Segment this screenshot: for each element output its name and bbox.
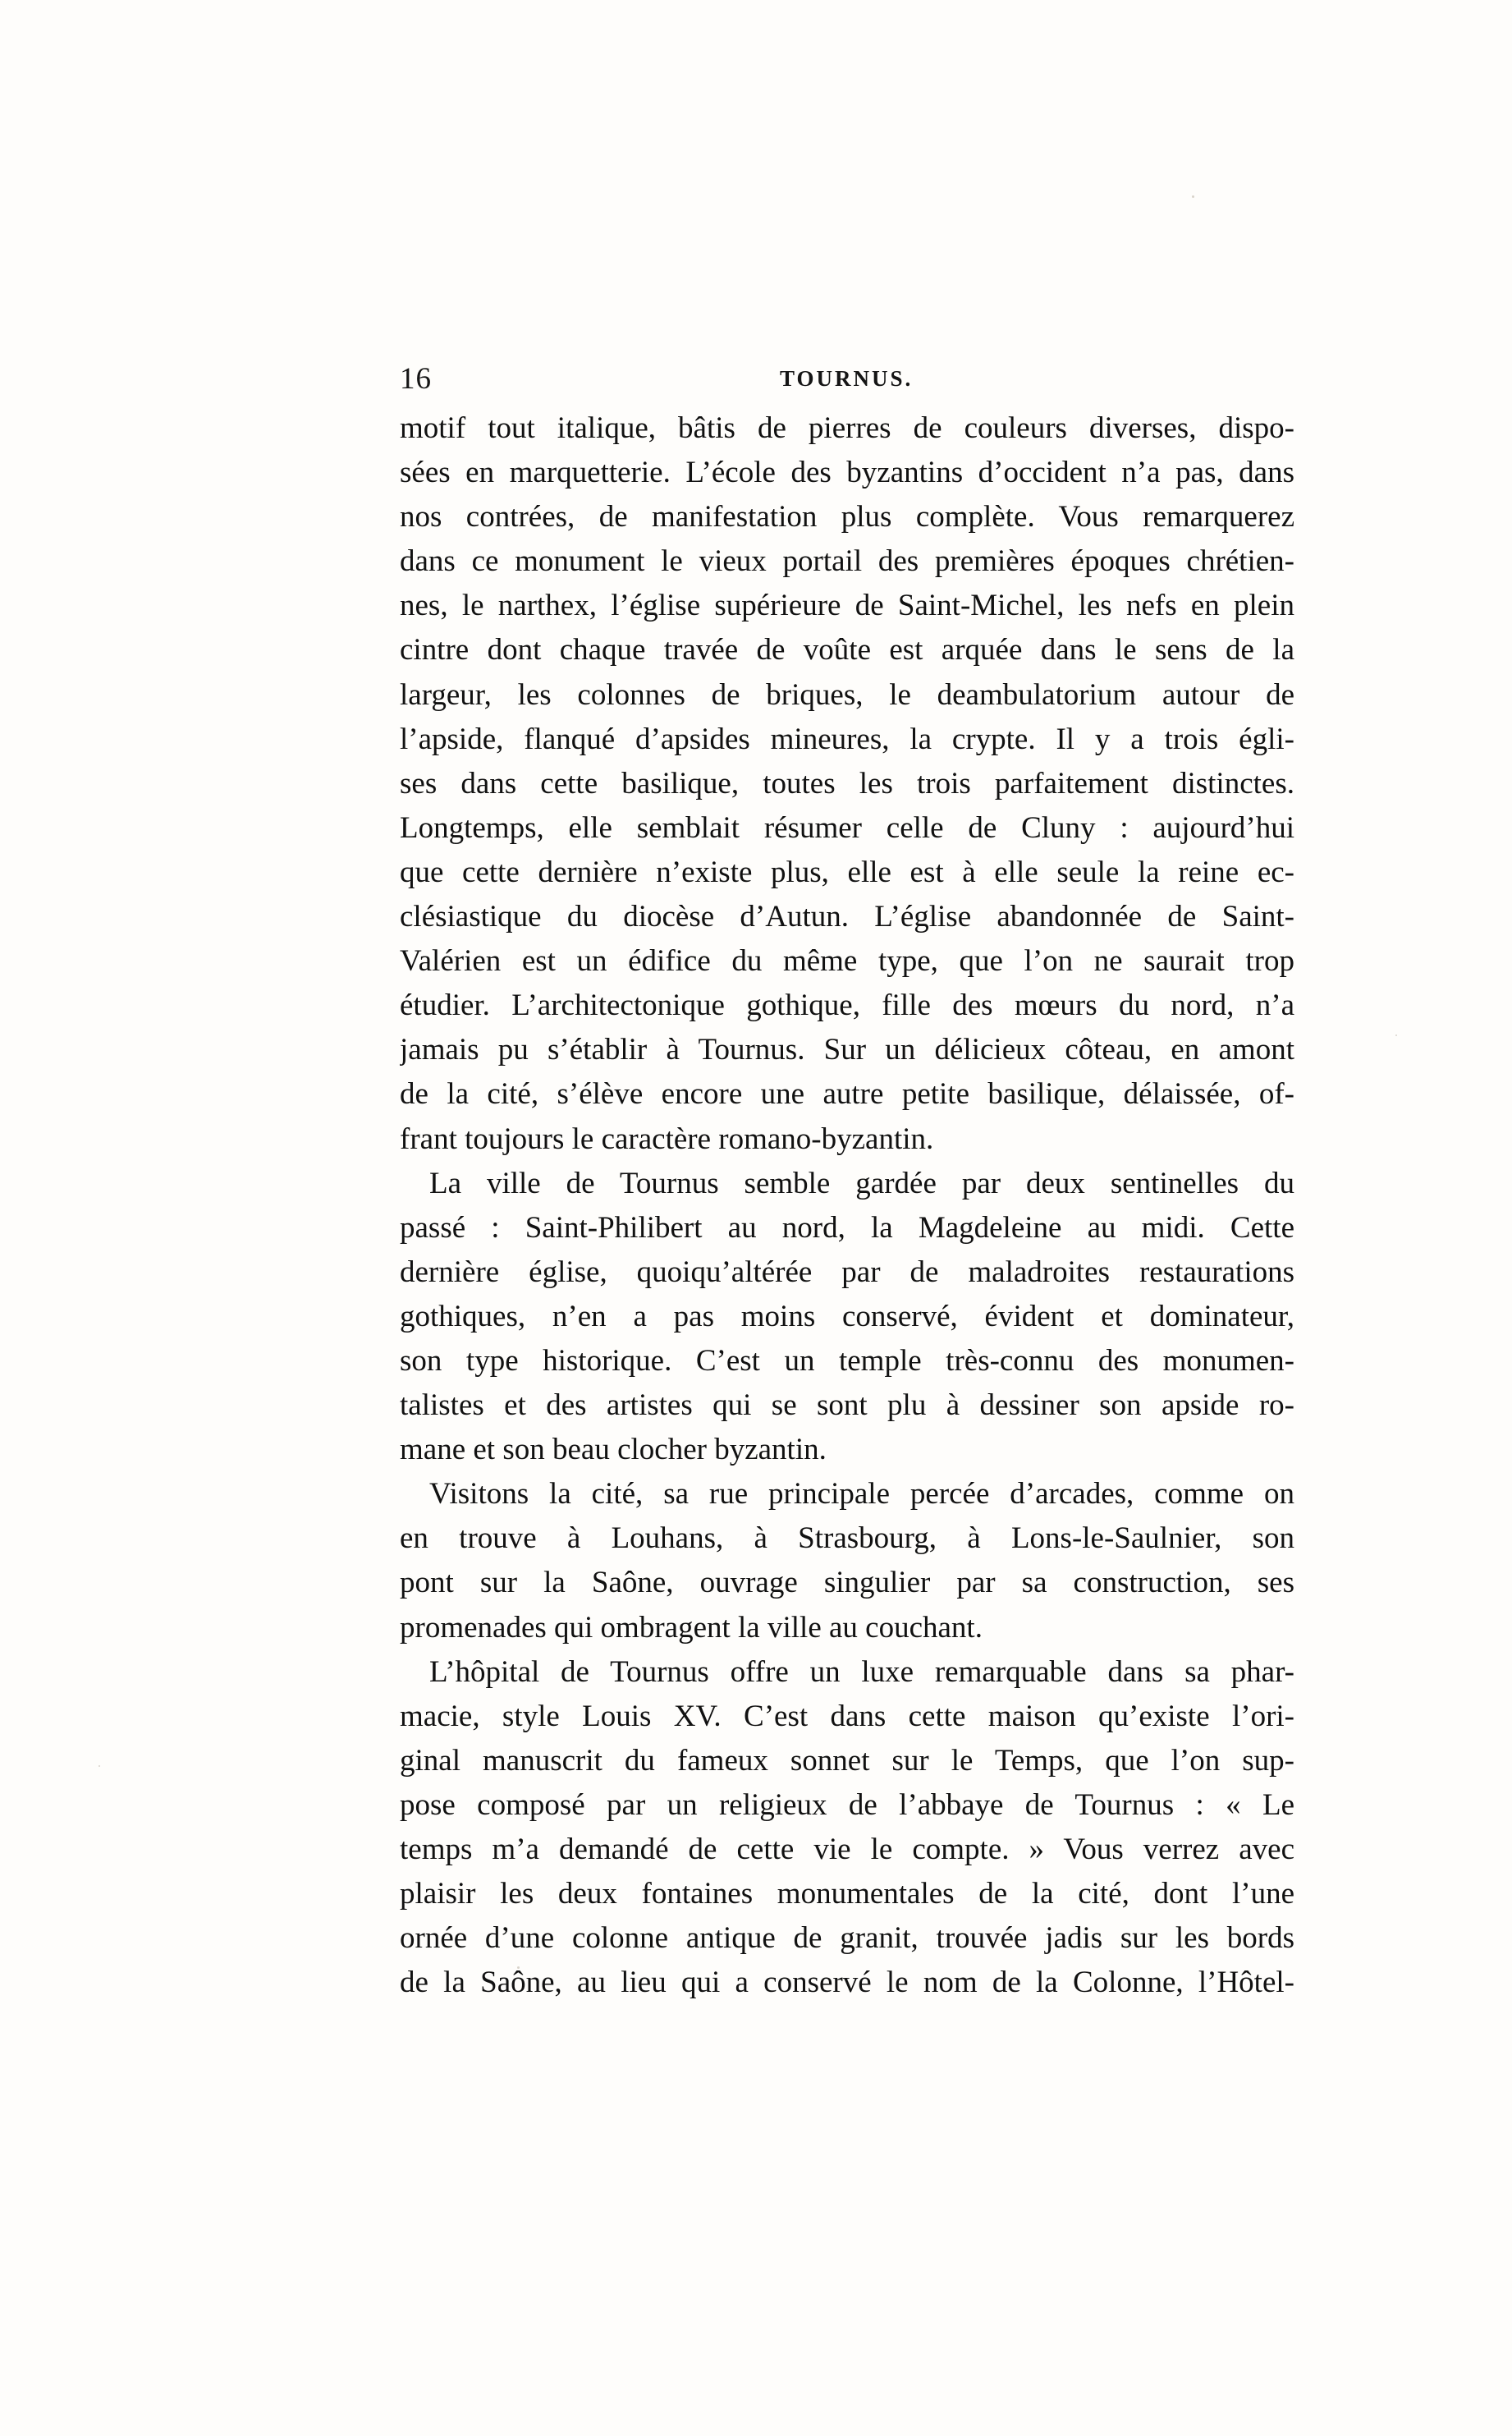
text-line: clésiastique du diocèse d’Autun. L’église abandonnée de Saint- — [400, 900, 1294, 934]
text-line: gothiques, n’en a pas moins conservé, évident et dominateur, — [400, 1299, 1294, 1333]
text-line: l’apside, flanqué d’apsides mineures, la crypte. Il y a trois égli- — [400, 722, 1294, 756]
text-line: promenades qui ombragent la ville au couchant. — [400, 1610, 983, 1645]
text-line: sées en marquetterie. L’école des byzantins d’occident n’a pas, dans — [400, 456, 1294, 490]
paragraph-4 — [400, 1650, 1294, 2006]
paper-speck — [1395, 1034, 1397, 1036]
text-line: ses dans cette basilique, toutes les trois parfaitement distinctes. — [400, 766, 1294, 801]
text-line: pont sur la Saône, ouvrage singulier par sa construction, ses — [400, 1566, 1294, 1600]
text-line: mane et son beau clocher byzantin. — [400, 1433, 827, 1467]
text-line: dernière église, quoiqu’altérée par de maladroites restaurations — [400, 1255, 1294, 1289]
text-line: nes, le narthex, l’église supérieure de Saint-Michel, les nefs en plein — [400, 589, 1294, 623]
text-line: Valérien est un édifice du même type, que l’on ne saurait trop — [400, 944, 1294, 979]
text-line: La ville de Tournus semble gardée par deux sentinelles du — [429, 1166, 1294, 1200]
page-header — [400, 361, 1294, 407]
text-line: de la cité, s’élève encore une autre petite basilique, délaissée, of- — [400, 1077, 1294, 1112]
paper-speck — [1192, 195, 1194, 198]
text-line: macie, style Louis XV. C’est dans cette maison qu’existe l’ori- — [400, 1699, 1294, 1733]
text-line: motif tout italique, bâtis de pierres de couleurs diverses, dispo- — [400, 411, 1294, 445]
text-line: son type historique. C’est un temple très-connu des monumen- — [400, 1343, 1294, 1378]
text-line: en trouve à Louhans, à Strasbourg, à Lons-le-Saulnier, son — [400, 1521, 1294, 1556]
paragraph-3 — [400, 1472, 1294, 1649]
text-line: L’hôpital de Tournus offre un luxe remarquable dans sa phar- — [429, 1654, 1294, 1689]
text-line: temps m’a demandé de cette vie le compte. » Vous verrez avec — [400, 1833, 1294, 1866]
text-line: largeur, les colonnes de briques, le deambulatorium autour de — [400, 677, 1294, 712]
text-line: ginal manuscrit du fameux sonnet sur le Temps, que l’on sup- — [400, 1743, 1294, 1778]
text-line: plaisir les deux fontaines monumentales de la cité, dont l’une — [400, 1877, 1294, 1911]
text-line: talistes et des artistes qui se sont plu à dessiner son apside ro- — [400, 1388, 1294, 1423]
text-line: de la Saône, au lieu qui a conservé le nom de la Colonne, l’Hôtel- — [400, 1966, 1294, 2000]
text-line: dans ce monument le vieux portail des premières époques chrétien- — [400, 544, 1294, 579]
text-line: ornée d’une colonne antique de granit, trouvée jadis sur les bords — [400, 1921, 1294, 1956]
running-title: TOURNUS. — [780, 366, 914, 391]
body-text — [400, 406, 1294, 2005]
paragraph-1 — [400, 406, 1294, 1162]
paragraph-2 — [400, 1162, 1294, 1473]
text-line: que cette dernière n’existe plus, elle est à elle seule la reine ec- — [400, 855, 1294, 889]
page-number: 16 — [400, 362, 432, 396]
text-line: Longtemps, elle semblait résumer celle de Cluny : aujourd’hui — [400, 810, 1294, 845]
text-line: nos contrées, de manifestation plus complète. Vous remarquerez — [400, 500, 1294, 534]
text-line: jamais pu s’établir à Tournus. Sur un délicieux côteau, en amont — [400, 1033, 1294, 1067]
text-line: Visitons la cité, sa rue principale percée d’arcades, comme on — [429, 1477, 1294, 1512]
text-line: pose composé par un religieux de l’abbaye de Tournus : « Le — [400, 1787, 1294, 1822]
text-line: cintre dont chaque travée de voûte est arquée dans le sens de la — [400, 633, 1294, 667]
text-line: passé : Saint-Philibert au nord, la Magdeleine au midi. Cette — [400, 1210, 1294, 1245]
text-line: frant toujours le caractère romano-byzantin. — [400, 1122, 934, 1156]
text-line: étudier. L’architectonique gothique, fille des mœurs du nord, n’a — [400, 989, 1294, 1023]
paper-speck — [99, 1765, 100, 1767]
